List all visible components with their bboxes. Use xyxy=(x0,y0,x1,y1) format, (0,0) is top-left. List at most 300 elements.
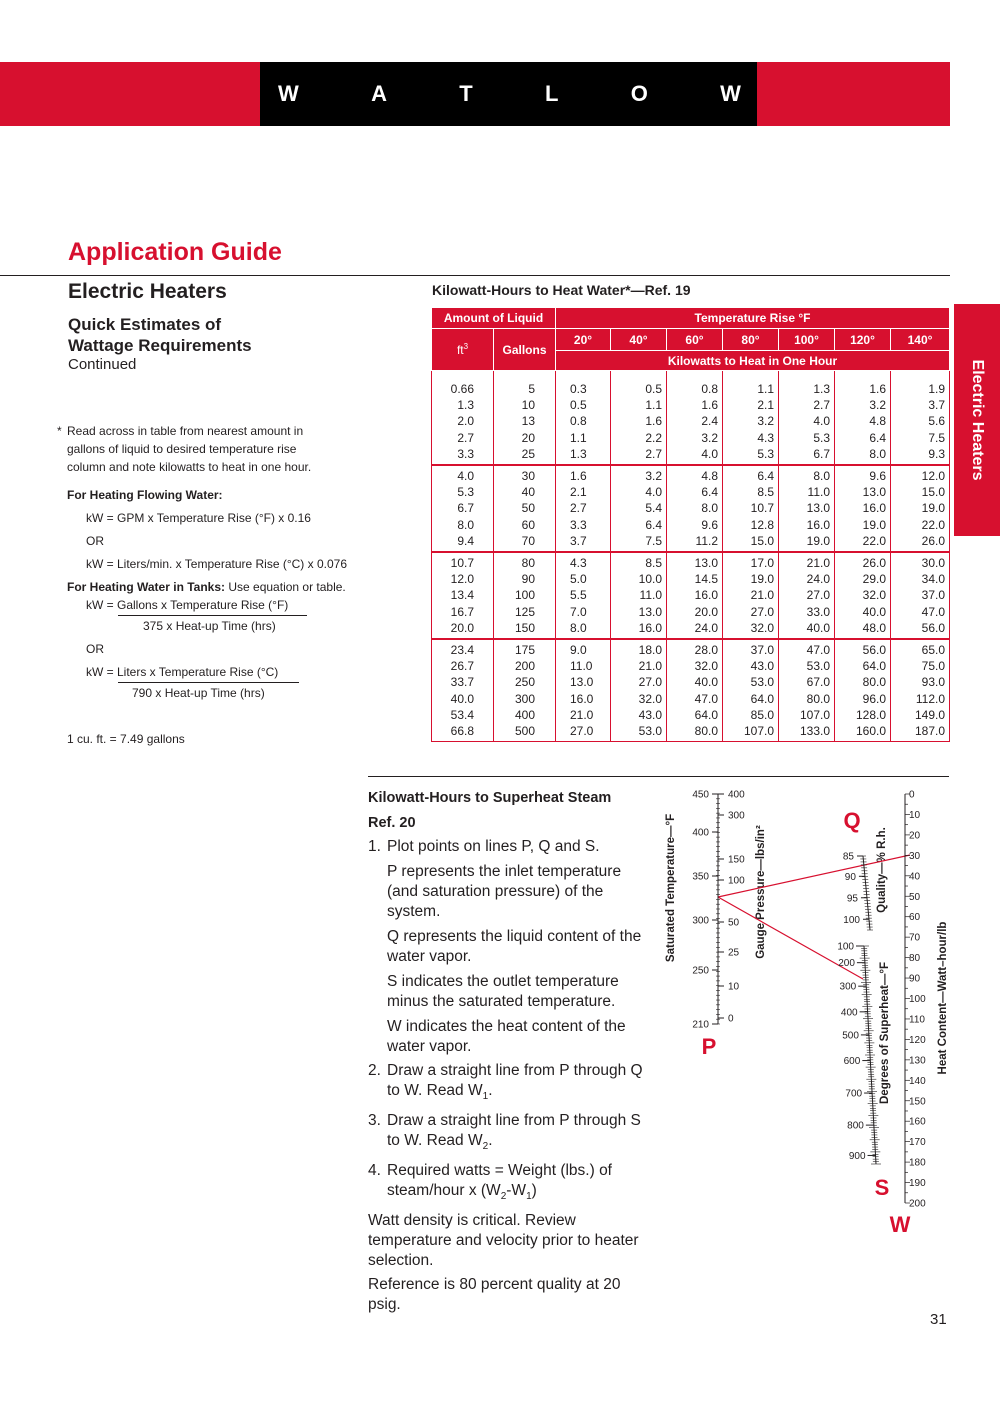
table-cell xyxy=(779,371,835,466)
table-row-group xyxy=(432,371,950,466)
heat-tick-label: 200 xyxy=(909,1198,926,1210)
cell-value: 5.4 xyxy=(645,501,662,516)
cell-value: 33.0 xyxy=(806,604,830,619)
cell-value: 0.8 xyxy=(570,414,587,429)
w-description: W indicates the heat content of the water vapor. xyxy=(387,1018,626,1055)
cell-value: 3.3 xyxy=(457,446,474,461)
table-cell xyxy=(723,371,779,466)
cell-value: 40.0 xyxy=(806,620,830,635)
cell-value: 4.8 xyxy=(701,469,718,484)
step-item: 2. Draw a straight line from P through Q to W. Read $W_1$. xyxy=(368,1062,643,1103)
cell-value: 10.0 xyxy=(638,572,662,587)
cell-value: 11.2 xyxy=(695,533,718,548)
cell-value: 11.0 xyxy=(639,588,662,603)
cell-value: 15.0 xyxy=(921,485,946,500)
heat-tick-label: 40 xyxy=(909,871,921,883)
cell-value: 13.0 xyxy=(862,485,886,500)
table-cell xyxy=(667,465,723,552)
cell-value: 4.3 xyxy=(757,430,774,445)
cell-value: 3.2 xyxy=(869,398,886,413)
subtitle-line: Quick Estimates of xyxy=(68,315,222,334)
cell-value: 125 xyxy=(514,604,535,619)
cell-value: 40.0 xyxy=(694,675,718,690)
cell-value: 8.0 xyxy=(570,620,587,635)
cell-value: 30 xyxy=(521,469,535,484)
cell-value: 67.0 xyxy=(806,675,830,690)
cell-value: 16.0 xyxy=(694,588,718,603)
superheat-tick-label: 500 xyxy=(842,1030,859,1042)
cell-value: 13 xyxy=(521,414,535,429)
fraction-numerator: kW = Liters x Temperature Rise (°C) xyxy=(86,665,279,679)
cell-value: 0.5 xyxy=(570,398,587,413)
cell-value: 2.4 xyxy=(701,414,718,429)
heat-tick-label: 120 xyxy=(909,1034,926,1046)
heat-tick-label: 0 xyxy=(909,789,915,801)
cell-value: 11.0 xyxy=(570,659,593,674)
table-cell xyxy=(667,639,723,742)
superheat-tick-label: 300 xyxy=(839,981,857,993)
cell-value: 4.0 xyxy=(813,414,830,429)
cell-value: 10 xyxy=(521,398,535,413)
gauge-axis-label: Gauge Pressure—lbs/in² xyxy=(755,825,767,959)
table-cell xyxy=(556,639,611,742)
cell-value: 66.8 xyxy=(450,724,474,739)
side-tab xyxy=(954,304,1000,536)
cell-value: 53.4 xyxy=(450,707,474,722)
gauge-tick-label: 150 xyxy=(728,854,745,866)
cell-value: 5 xyxy=(528,382,535,396)
cell-value: 28.0 xyxy=(694,643,718,658)
cell-value: 53.0 xyxy=(806,659,830,674)
cell-value: 56.0 xyxy=(921,620,946,635)
cell-value: 16.0 xyxy=(862,501,886,516)
heat-tick-label: 130 xyxy=(909,1055,926,1067)
table-title: Kilowatt-Hours to Heat Water*—Ref. 19 xyxy=(432,282,691,298)
cell-value: 13.0 xyxy=(806,501,830,516)
cell-value: 149.0 xyxy=(915,707,946,722)
cell-value: 6.7 xyxy=(813,446,830,461)
continued-label: Continued xyxy=(68,356,137,373)
temp-column-header: 20° xyxy=(556,329,611,351)
cell-value: 1.3 xyxy=(813,382,830,396)
table-cell xyxy=(494,639,556,742)
table-cell xyxy=(432,371,494,466)
ft3-header: $ft^3$ xyxy=(432,329,494,371)
subtitle xyxy=(68,314,252,356)
cell-value: 47.0 xyxy=(694,691,718,706)
table-cell xyxy=(835,552,891,639)
table-cell xyxy=(779,639,835,742)
heat-tick-label: 160 xyxy=(909,1116,926,1128)
cell-value: 26.7 xyxy=(450,659,474,674)
cell-value: 80.0 xyxy=(806,691,830,706)
asterisk: * xyxy=(57,424,62,438)
cell-value: 2.7 xyxy=(645,446,662,461)
divider xyxy=(368,776,949,777)
cell-value: 20.0 xyxy=(450,620,474,635)
cell-value: 37.0 xyxy=(750,643,774,658)
cell-value: 16.0 xyxy=(570,691,594,706)
cell-value: 5.5 xyxy=(570,588,587,603)
divider xyxy=(0,275,950,276)
cell-value: 10.7 xyxy=(450,556,474,571)
cell-value: 80 xyxy=(521,556,535,571)
cell-value: 1.1 xyxy=(645,398,662,413)
cell-value: 20.0 xyxy=(694,604,718,619)
table-cell xyxy=(723,465,779,552)
gauge-tick-label: 10 xyxy=(728,981,740,993)
cell-value: 96.0 xyxy=(862,691,886,706)
cell-value: 3.7 xyxy=(928,398,946,413)
temp-column-header: 40° xyxy=(611,329,667,351)
cell-value: 0.8 xyxy=(701,382,718,396)
q-label: Q xyxy=(843,808,861,833)
p-description: P represents the inlet temperature (and saturation pressure) of the system. xyxy=(387,863,622,920)
cell-value: 21.0 xyxy=(806,556,830,571)
cell-value: 2.7 xyxy=(457,430,474,445)
cell-value: 400 xyxy=(514,707,535,722)
gauge-tick-label: 300 xyxy=(728,810,745,822)
heat-tick-label: 60 xyxy=(909,912,921,924)
superheat-tick-label: 600 xyxy=(843,1056,861,1068)
heat-tick-label: 100 xyxy=(909,994,926,1005)
note-line: gallons of liquid to desired temperature rise xyxy=(67,442,297,456)
or-label: OR xyxy=(86,534,104,548)
heat-tick-label: 110 xyxy=(909,1014,925,1026)
brand-letter: O xyxy=(630,81,648,106)
cell-value: 2.2 xyxy=(645,430,662,445)
cell-value: 24.0 xyxy=(806,572,830,587)
table-cell xyxy=(667,371,723,466)
gauge-tick-label: 25 xyxy=(728,947,740,959)
temp-column-header: 140° xyxy=(891,329,950,351)
cell-value: 23.4 xyxy=(450,643,474,658)
fraction-denominator: 790 x Heat-up Time (hrs) xyxy=(132,686,265,700)
superheat-tick-label: 400 xyxy=(840,1007,858,1019)
table-cell xyxy=(556,371,611,466)
table-cell xyxy=(611,552,667,639)
temp-column-header: 120° xyxy=(835,329,891,351)
table-cell xyxy=(835,465,891,552)
cell-value: 80.0 xyxy=(862,675,886,690)
cell-value: 10.7 xyxy=(750,501,774,516)
cell-value: 107.0 xyxy=(743,724,774,739)
cell-value: 5.3 xyxy=(813,430,830,445)
cell-value: 1.6 xyxy=(701,398,718,413)
table-row-group xyxy=(432,639,950,742)
cell-value: 1.3 xyxy=(570,446,587,461)
table-cell xyxy=(556,465,611,552)
cell-value: 3.7 xyxy=(570,533,587,548)
table-row-group xyxy=(432,552,950,639)
cell-value: 27.0 xyxy=(806,588,830,603)
cell-value: 107.0 xyxy=(799,707,830,722)
cell-value: 60 xyxy=(521,517,535,532)
cell-value: 9.6 xyxy=(701,517,718,532)
cell-value: 15.0 xyxy=(750,533,774,548)
cell-value: 16.0 xyxy=(638,620,662,635)
gauge-tick-label: 50 xyxy=(728,917,740,929)
sat-temp-axis-label: Saturated Temperature—°F xyxy=(665,813,677,963)
heat-axis-label: Heat Content—Watt–hour/lb xyxy=(937,921,949,1075)
cell-value: 7.5 xyxy=(645,533,662,548)
brand-letter: L xyxy=(545,81,559,106)
table-cell xyxy=(835,639,891,742)
table-cell xyxy=(494,465,556,552)
cell-value: 1.6 xyxy=(869,382,886,396)
table-cell xyxy=(667,552,723,639)
cell-value: 4.3 xyxy=(570,556,587,571)
cell-value: 53.0 xyxy=(750,675,774,690)
formula-flowing-f: kW = GPM x Temperature Rise (°F) x 0.16 xyxy=(86,511,311,525)
cell-value: 75.0 xyxy=(921,659,946,674)
cell-value: 0.66 xyxy=(450,382,474,396)
superheat-tick-label: 200 xyxy=(838,958,855,970)
cell-value: 0.5 xyxy=(645,382,662,396)
cell-value: 13.0 xyxy=(694,556,718,571)
page-number: 31 xyxy=(930,1311,947,1328)
cell-value: 1.1 xyxy=(570,430,587,445)
s-label: S xyxy=(874,1175,890,1200)
fraction-denominator: 375 x Heat-up Time (hrs) xyxy=(143,619,276,633)
table-cell xyxy=(611,639,667,742)
p-label: P xyxy=(701,1034,717,1059)
table-cell xyxy=(432,465,494,552)
table-cell xyxy=(723,639,779,742)
table-cell xyxy=(494,371,556,466)
cell-value: 11.0 xyxy=(807,485,830,500)
cell-value: 40 xyxy=(521,485,535,500)
cell-value: 2.1 xyxy=(570,485,587,500)
density-note: Watt density is critical. Review temperature and velocity prior to heater selection. xyxy=(368,1212,639,1270)
heat-tick-label: 150 xyxy=(909,1096,926,1108)
fraction-bar xyxy=(118,682,299,683)
cell-value: 32.0 xyxy=(750,620,774,635)
brand-letter: W xyxy=(720,81,741,106)
cell-value: 7.5 xyxy=(928,430,946,445)
sat-temp-tick-label: 210 xyxy=(692,1019,709,1031)
steam-nomogram xyxy=(660,780,950,1240)
heat-tick-label: 90 xyxy=(909,973,921,985)
cell-value: 17.0 xyxy=(750,556,774,571)
cell-value: 13.4 xyxy=(450,588,474,603)
table-cell xyxy=(779,465,835,552)
cell-value: 6.7 xyxy=(457,501,474,516)
superheat-tick-label: 100 xyxy=(837,941,854,953)
heat-tick-label: 140 xyxy=(909,1075,926,1087)
cell-value: 93.0 xyxy=(921,675,946,690)
fraction-numerator: kW = Gallons x Temperature Rise (°F) xyxy=(86,598,289,612)
table-row-group xyxy=(432,465,950,552)
cell-value: 7.0 xyxy=(570,604,587,619)
cell-value: 22.0 xyxy=(862,533,886,548)
heat-tick-label: 30 xyxy=(909,850,921,862)
cell-value: 21.0 xyxy=(570,707,594,722)
cell-value: 5.3 xyxy=(757,446,774,461)
cell-value: 22.0 xyxy=(921,517,946,532)
cell-value: 21.0 xyxy=(750,588,774,603)
gauge-tick-label: 100 xyxy=(728,875,745,887)
cell-value: 9.3 xyxy=(928,446,946,461)
cell-value: 32.0 xyxy=(862,588,886,603)
gauge-tick-label: 400 xyxy=(728,789,745,801)
superheat-tick-label: 700 xyxy=(845,1088,863,1100)
superheat-axis-label: Degrees of Superheat—°F xyxy=(879,962,891,1104)
cell-value: 4.8 xyxy=(869,414,886,429)
heat-tick-label: 20 xyxy=(909,830,921,842)
heat-tick-label: 70 xyxy=(909,932,921,944)
subtitle-line: Wattage Requirements xyxy=(68,336,252,355)
conversion-note: 1 cu. ft. = 7.49 gallons xyxy=(67,732,185,746)
section-title: Electric Heaters xyxy=(68,280,227,303)
step-item: 1. Plot points on lines P, Q and S. xyxy=(368,838,600,855)
quality-axis-label: Quality—% R.h. xyxy=(876,827,888,913)
cell-value: 12.8 xyxy=(750,517,774,532)
table-body xyxy=(432,371,950,742)
table-cell xyxy=(891,552,950,639)
heat-tick-label: 180 xyxy=(909,1157,926,1169)
table-cell xyxy=(611,371,667,466)
cell-value: 26.0 xyxy=(862,556,886,571)
cell-value: 26.0 xyxy=(921,533,946,548)
table-cell xyxy=(779,552,835,639)
cell-value: 100 xyxy=(514,588,535,603)
cell-value: 8.5 xyxy=(757,485,774,500)
cell-value: 300 xyxy=(514,691,535,706)
cell-value: 8.5 xyxy=(645,556,662,571)
cell-value: 9.0 xyxy=(570,643,587,658)
cell-value: 32.0 xyxy=(638,691,662,706)
cell-value: 128.0 xyxy=(855,707,886,722)
cell-value: 24.0 xyxy=(694,620,718,635)
sat-temp-tick-label: 300 xyxy=(692,915,709,927)
cell-value: 19.0 xyxy=(921,501,946,516)
cell-value: 5.3 xyxy=(457,485,474,500)
cell-value: 21.0 xyxy=(638,659,662,674)
q-description: Q represents the liquid content of the water vapor. xyxy=(387,928,642,965)
steam-ref: Ref. 20 xyxy=(368,815,416,831)
cell-value: 112.0 xyxy=(915,691,946,706)
cell-value: 65.0 xyxy=(921,643,946,658)
cell-value: 16.0 xyxy=(806,517,830,532)
cell-value: 2.1 xyxy=(757,398,774,413)
cell-value: 30.0 xyxy=(921,556,946,571)
cell-value: 4.0 xyxy=(701,446,718,461)
cell-value: 40.0 xyxy=(862,604,886,619)
cell-value: 50 xyxy=(521,501,535,516)
note-line: Read across in table from nearest amount in xyxy=(67,424,304,438)
cell-value: 37.0 xyxy=(921,588,946,603)
cell-value: 133.0 xyxy=(799,724,830,739)
table-cell xyxy=(494,552,556,639)
cell-value: 27.0 xyxy=(750,604,774,619)
cell-value: 6.4 xyxy=(645,517,662,532)
cell-value: 40.0 xyxy=(450,691,474,706)
gauge-tick-label: 0 xyxy=(728,1013,734,1025)
kicker-title: Application Guide xyxy=(68,238,282,266)
w-label: W xyxy=(889,1212,911,1237)
heat-tick-label: 80 xyxy=(909,953,921,965)
brand-letter: T xyxy=(459,81,473,106)
cell-value: 9.4 xyxy=(457,533,474,548)
cell-value: 34.0 xyxy=(921,572,946,587)
cell-value: 0.3 xyxy=(570,382,587,396)
heat-tick-label: 170 xyxy=(909,1137,926,1149)
cell-value: 1.1 xyxy=(757,382,774,396)
sat-temp-tick-label: 400 xyxy=(692,827,709,839)
cell-value: 32.0 xyxy=(694,659,718,674)
heat-tick-label: 190 xyxy=(909,1178,926,1190)
brand-letter: A xyxy=(371,81,387,106)
cell-value: 25 xyxy=(521,446,535,461)
table-cell xyxy=(891,465,950,552)
s-description: S indicates the outlet temperature minus the saturated temperature. xyxy=(387,973,619,1010)
steam-instructions xyxy=(368,788,653,1315)
cell-value: 187.0 xyxy=(915,724,946,739)
cell-value: 64.0 xyxy=(750,691,774,706)
cell-value: 1.3 xyxy=(457,398,474,413)
cell-value: 53.0 xyxy=(638,724,662,739)
cell-value: 70 xyxy=(521,533,535,548)
cell-value: 1.6 xyxy=(570,469,587,484)
cell-value: 3.2 xyxy=(757,414,774,429)
cell-value: 48.0 xyxy=(862,620,886,635)
or-label: OR xyxy=(86,642,104,656)
sat-temp-tick-label: 450 xyxy=(692,789,709,801)
table-cell xyxy=(835,371,891,466)
temperature-header: Temperature Rise °F xyxy=(556,308,950,329)
steam-title: Kilowatt-Hours to Superheat Steam xyxy=(368,790,612,806)
cell-value: 250 xyxy=(514,675,535,690)
cell-value: 1.6 xyxy=(645,414,662,429)
cell-value: 500 xyxy=(514,724,535,739)
cell-value: 12.0 xyxy=(450,572,474,587)
note-text xyxy=(67,422,311,476)
fraction-bar xyxy=(118,615,307,616)
cell-value: 4.0 xyxy=(457,469,474,484)
flowing-heading: For Heating Flowing Water: xyxy=(67,488,223,502)
cell-value: 6.4 xyxy=(869,430,886,445)
temp-column-header: 100° xyxy=(779,329,835,351)
tanks-heading: For Heating Water in Tanks: xyxy=(67,580,226,594)
cell-value: 27.0 xyxy=(638,675,662,690)
cell-value: 6.4 xyxy=(757,469,774,484)
cell-value: 1.9 xyxy=(928,382,946,396)
temp-column-header: 80° xyxy=(723,329,779,351)
cell-value: 3.2 xyxy=(645,469,662,484)
cell-value: 16.7 xyxy=(450,604,474,619)
sat-temp-tick-label: 350 xyxy=(692,871,709,883)
step-item: 4. Required watts = Weight (lbs.) of steam/hour x $(W_2-W_1)$ xyxy=(368,1162,612,1203)
cell-value: 56.0 xyxy=(862,643,886,658)
cell-value: 8.0 xyxy=(701,501,718,516)
brand-wordmark xyxy=(260,62,757,126)
cell-value: 43.0 xyxy=(638,707,662,722)
kw-subheader: Kilowatts to Heat in One Hour xyxy=(556,351,950,371)
cell-value: 18.0 xyxy=(638,643,662,658)
cell-value: 2.7 xyxy=(813,398,830,413)
brand-letter: W xyxy=(278,81,299,106)
cell-value: 64.0 xyxy=(694,707,718,722)
cell-value: 2.0 xyxy=(457,414,474,429)
cell-value: 160.0 xyxy=(855,724,886,739)
tanks-text: Use equation or table. xyxy=(228,580,346,594)
cell-value: 19.0 xyxy=(750,572,774,587)
cell-value: 64.0 xyxy=(862,659,886,674)
cell-value: 5.6 xyxy=(928,414,946,429)
cell-value: 175 xyxy=(514,643,535,658)
cell-value: 3.3 xyxy=(570,517,587,532)
